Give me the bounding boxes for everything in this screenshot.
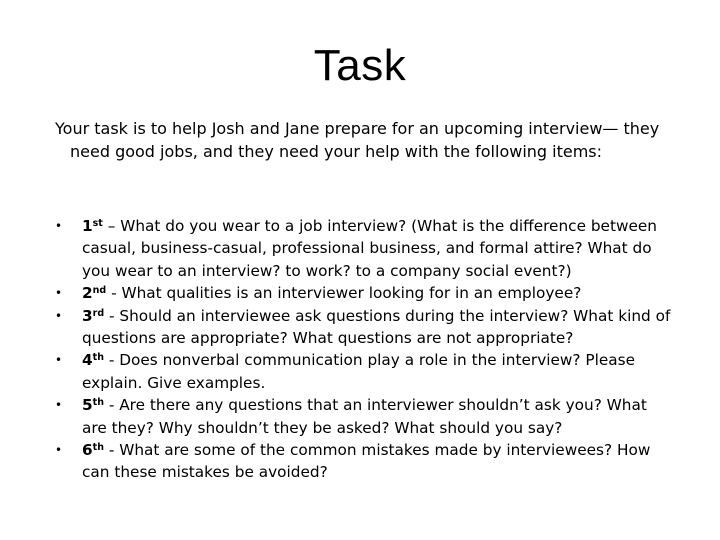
task-item-3 [55,305,675,350]
bullet-icon: • [55,353,63,368]
bullet-icon: • [55,443,63,458]
item-text: - What qualities is an interviewer looking for in an employee? [106,284,582,303]
ordinal-number: 2 [82,284,93,303]
item-ordinal [82,351,104,369]
ordinal-number: 6 [82,441,93,460]
bullet-icon: • [55,398,63,413]
item-ordinal [82,396,104,414]
task-item-2 [55,282,675,304]
ordinal-suffix: rd [92,307,105,319]
ordinal-number: 4 [82,351,93,370]
bullet-icon: • [55,308,63,323]
ordinal-suffix: th [92,352,104,364]
task-item-6 [55,439,675,484]
slide-title: Task [313,41,407,90]
ordinal-number: 5 [82,396,93,415]
ordinal-suffix: th [92,442,104,454]
item-ordinal [82,441,104,459]
item-ordinal [82,217,103,235]
bullet-icon: • [55,219,63,233]
intro-paragraph: Your task is to help Josh and Jane prepare for an upcoming interview— they need good jobs, and they need your help with the following items: [55,119,660,161]
ordinal-number: 3 [82,306,93,325]
item-text: - Does nonverbal communication play a role in the interview? Please explain. Give examples. [82,351,636,392]
bullet-icon: • [55,286,63,301]
item-ordinal [82,307,104,325]
task-item-4 [55,349,675,394]
ordinal-suffix: nd [92,285,107,297]
task-item-5 [55,394,675,439]
item-text: - Are there any questions that an interviewer shouldn’t ask you? What are they? Why shouldn’t they be asked? What should you say? [82,396,647,437]
item-text: - Should an interviewee ask questions during the interview? What kind of questions are appropriate? What questions are not appropriate? [82,306,671,348]
ordinal-suffix: st [92,218,103,229]
task-item-1 [55,215,675,282]
task-list [55,215,675,484]
ordinal-suffix: th [92,397,104,409]
item-ordinal [82,284,106,302]
item-text: - What are some of the common mistakes made by interviewees? How can these mistakes be avoided? [82,441,651,482]
item-text: – What do you wear to a job interview? (What is the difference between casual, business-casual, professional business, and formal attire? What do you wear to an interview? to work? to a company social event?) [82,217,657,280]
ordinal-number: 1 [82,217,93,235]
